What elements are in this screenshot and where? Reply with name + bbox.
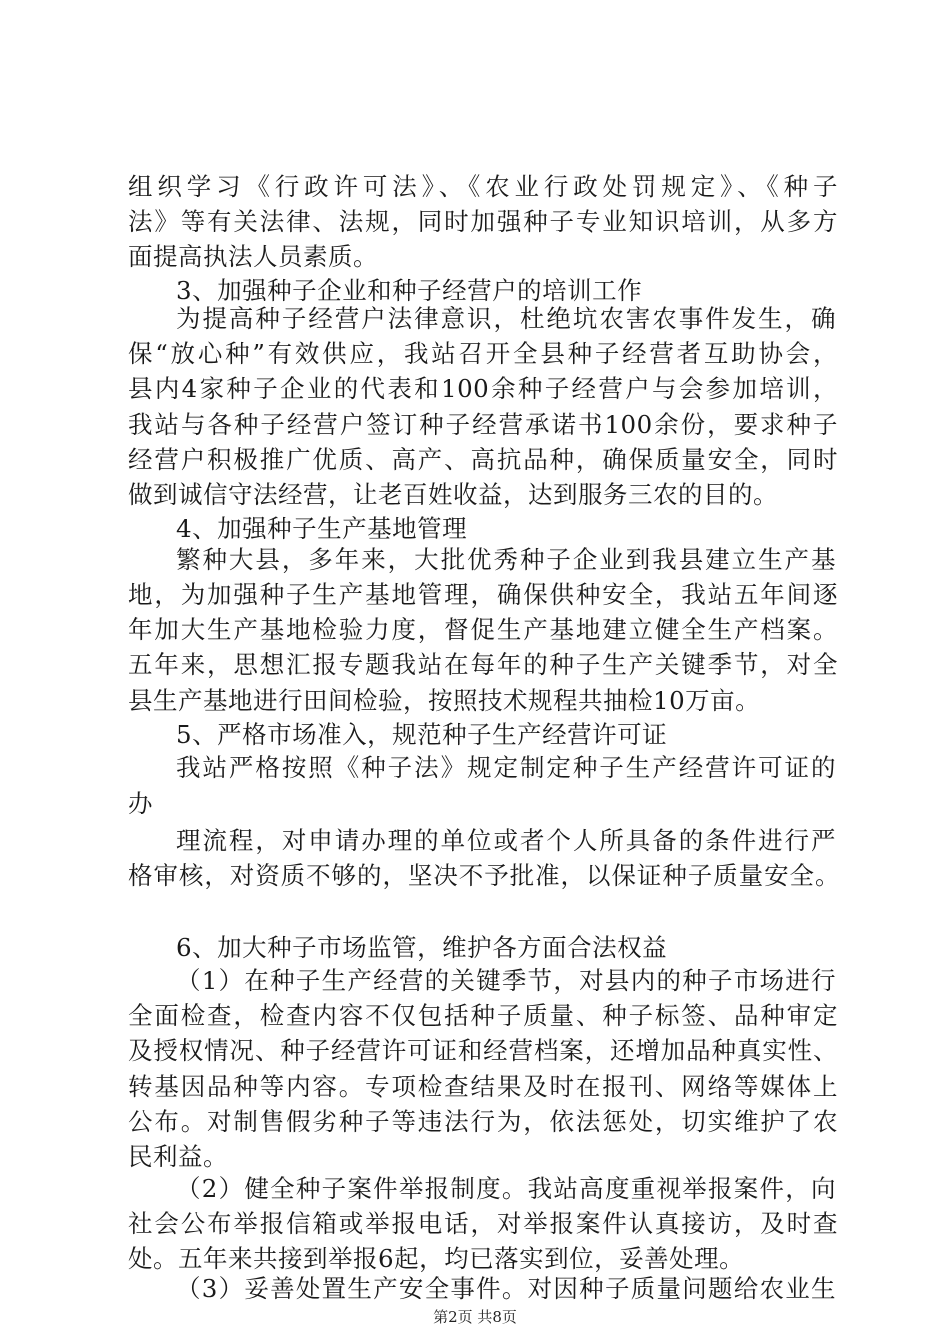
text-line: 理流程，对申请办理的单位或者个人所具备的条件进行严 (176, 826, 836, 855)
text-line: 为提高种子经营户法律意识，杜绝坑农害农事件发生，确 (176, 304, 836, 333)
text-line: 公布。对制售假劣种子等违法行为，依法惩处，切实维护了农 (128, 1107, 838, 1136)
section-heading: 4、加强种子生产基地管理 (176, 514, 468, 543)
text-line: 全面检查，检查内容不仅包括种子质量、种子标签、品种审定 (128, 1001, 838, 1030)
text-line: 保“放心种”有效供应，我站召开全县种子经营者互助协会， (128, 339, 838, 368)
text-line: 繁种大县，多年来，大批优秀种子企业到我县建立生产基 (176, 545, 836, 574)
text-line: 及授权情况、种子经营许可证和经营档案，还增加品种真实性、 (128, 1036, 838, 1065)
text-line: （3）妥善处置生产安全事件。对因种子质量问题给农业生 (176, 1274, 836, 1303)
text-line: 县生产基地进行田间检验，按照技术规程共抽检10万亩。 (128, 686, 761, 715)
section-heading: 3、加强种子企业和种子经营户的培训工作 (176, 276, 643, 305)
text-line: 格审核，对资质不够的，坚决不予批准，以保证种子质量安全。 (128, 861, 840, 890)
text-line: 面提高执法人员素质。 (128, 242, 378, 271)
page-number-footer: 第2页 共8页 (433, 1308, 517, 1326)
text-line: 县内4家种子企业的代表和100余种子经营户与会参加培训， (128, 374, 838, 403)
section-heading: 5、严格市场准入，规范种子生产经营许可证 (176, 720, 668, 749)
text-line: 年加大生产基地检验力度，督促生产基地建立健全生产档案。 (128, 615, 838, 644)
text-line: 民利益。 (128, 1142, 228, 1171)
section-heading: 6、加大种子市场监管，维护各方面合法权益 (176, 933, 668, 962)
text-line: 做到诚信守法经营，让老百姓收益，达到服务三农的目的。 (128, 480, 778, 509)
text-line: 我站严格按照《种子法》规定制定种子生产经营许可证的 (176, 753, 836, 782)
text-line: 法》等有关法律、法规，同时加强种子专业知识培训，从多方 (128, 207, 838, 236)
text-line: （2）健全种子案件举报制度。我站高度重视举报案件，向 (176, 1174, 836, 1203)
text-line: 我站与各种子经营户签订种子经营承诺书100余份，要求种子 (128, 410, 838, 439)
text-line: 处。五年来共接到举报6起，均已落实到位，妥善处理。 (128, 1244, 745, 1273)
text-line: 五年来，思想汇报专题我站在每年的种子生产关键季节，对全 (128, 650, 838, 679)
text-line: 地，为加强种子生产基地管理，确保供种安全，我站五年间逐 (128, 580, 838, 609)
text-line: 经营户积极推广优质、高产、高抗品种，确保质量安全，同时 (128, 445, 838, 474)
text-line: 社会公布举报信箱或举报电话，对举报案件认真接访，及时查 (128, 1209, 838, 1238)
text-line: 办 (128, 789, 153, 818)
text-line: （1）在种子生产经营的关键季节，对县内的种子市场进行 (176, 966, 836, 995)
text-line: 组织学习《行政许可法》、《农业行政处罚规定》、《种子 (128, 172, 838, 201)
text-line: 转基因品种等内容。专项检查结果及时在报刊、网络等媒体上 (128, 1072, 838, 1101)
